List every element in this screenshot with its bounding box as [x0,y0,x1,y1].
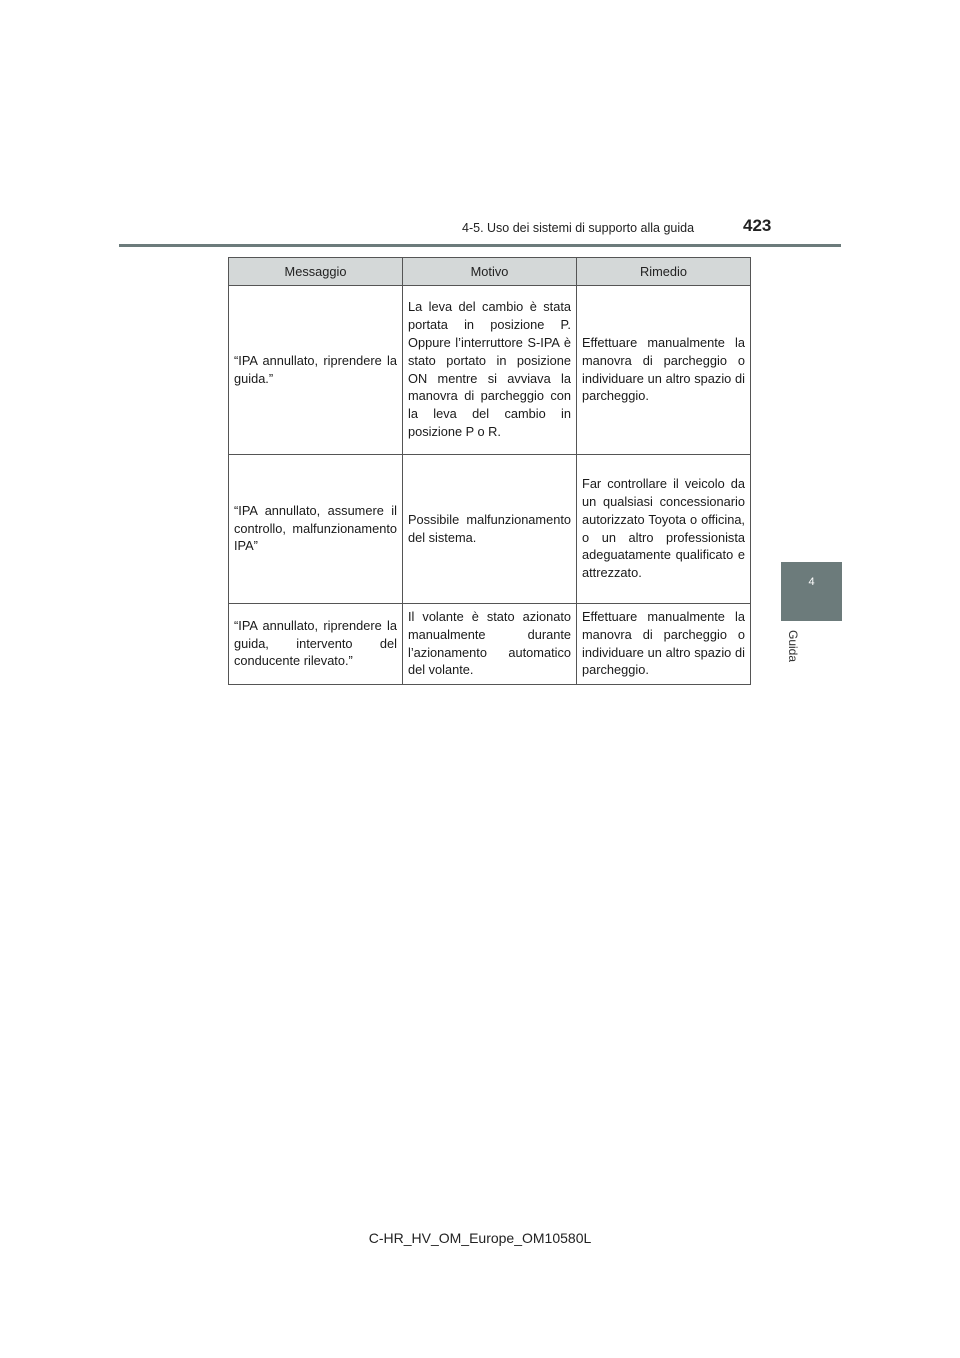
document-code: C-HR_HV_OM_Europe_OM10580L [368,1230,592,1246]
chapter-tab [781,562,842,621]
reason-cell: Possibile malfunzionamento del sistema. [403,455,577,604]
chapter-label: Guida [786,630,800,663]
section-title: 4-5. Uso dei sistemi di supporto alla guida [462,221,695,235]
page-number: 423 [743,216,772,235]
message-cell: “IPA annullato, riprendere la guida.” [229,286,403,455]
message-cell: “IPA annullato, riprendere la guida, intervento del conducente rilevato.” [229,604,403,685]
column-header-remedy: Rimedio [577,258,751,286]
header-divider [119,244,841,247]
reason-cell: La leva del cambio è stata portata in posizione P. Oppure l’interruttore S-IPA è stato portato in posizione ON mentre si avviava la manovra di parcheggio con la leva del cambio in posizione P o R. [403,286,577,455]
column-header-message: Messaggio [229,258,403,286]
chapter-number: 4 [808,576,815,588]
table-header-row [229,258,751,286]
remedy-cell: Effettuare manualmente la manovra di parcheggio o individuare un altro spazio di parcheggio. [577,286,751,455]
column-header-reason: Motivo [403,258,577,286]
remedy-cell: Effettuare manualmente la manovra di parcheggio o individuare un altro spazio di parcheggio. [577,604,751,685]
table-row [229,286,751,455]
table-row [229,604,751,685]
table-row [229,455,751,604]
message-table [228,257,751,685]
reason-cell: Il volante è stato azionato manualmente durante l’azionamento automatico del volante. [403,604,577,685]
message-cell: “IPA annullato, assumere il controllo, malfunzionamento IPA” [229,455,403,604]
remedy-cell: Far controllare il veicolo da un qualsiasi concessionario autorizzato Toyota o officina, o un altro professionista adeguatamente qualificato e attrezzato. [577,455,751,604]
